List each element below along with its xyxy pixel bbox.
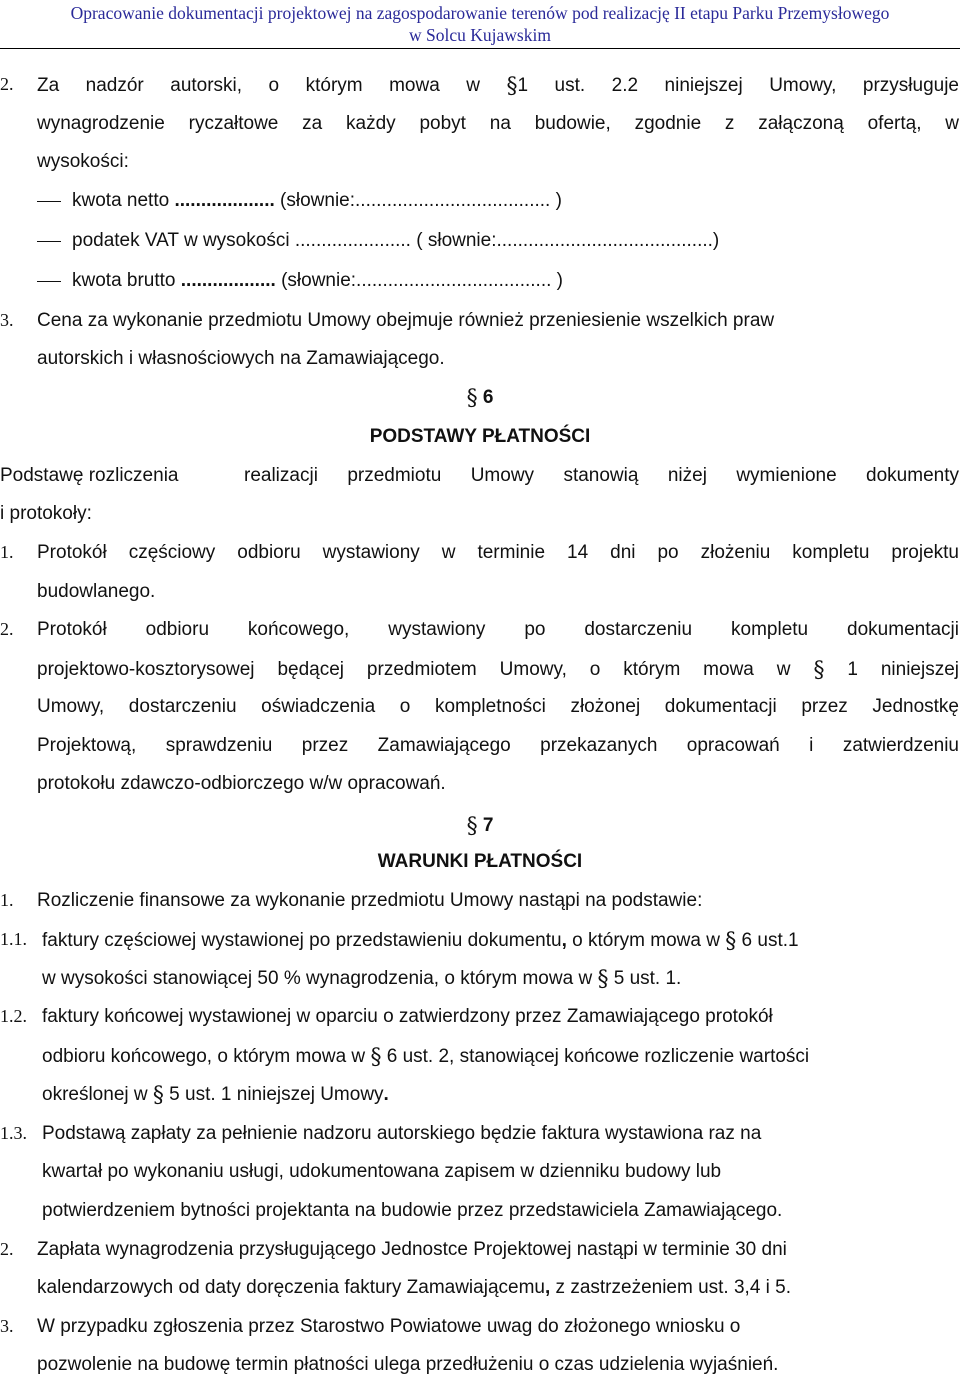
list-dash <box>37 201 61 202</box>
section-7-number: § 7 <box>466 814 494 839</box>
paragraph-line: Za nadzór autorski, o którym mowa w §1 ust. 2.2 niniejszej Umowy, przysługuje <box>37 74 959 99</box>
paragraph-number: 1.1. <box>0 929 27 949</box>
paragraph-line: protokołu zdawczo-odbiorczego w/w opracowań. <box>37 773 446 794</box>
paragraph-line: W przypadku zgłoszenia przez Starostwo Powiatowe uwag do złożonego wniosku o <box>37 1316 741 1337</box>
section-symbol: § <box>370 1045 382 1070</box>
paragraph-line: kalendarzowych od daty doręczenia faktury Zamawiającemu, z zastrzeżeniem ust. 3,4 i 5. <box>37 1277 792 1298</box>
list-dash <box>37 281 61 282</box>
paragraph-line: Protokół częściowy odbioru wystawiony w terminie 14 dni po złożeniu kompletu projektu <box>37 542 959 563</box>
section-7-title: WARUNKI PŁATNOŚCI <box>377 851 583 872</box>
paragraph-line: faktury końcowej wystawionej w oparciu o zatwierdzony przez Zamawiającego protokół <box>42 1006 773 1027</box>
paragraph-line: odbioru końcowego, o którym mowa w § 6 ust. 2, stanowiącej końcowe rozliczenie wartości <box>42 1045 810 1070</box>
paragraph-line: Projektową, sprawdzeniu przez Zamawiającego przekazanych opracowań i zatwierdzeniu <box>37 735 959 756</box>
paragraph-line: wynagrodzenie ryczałtowe za każdy pobyt na budowie, zgodnie z załączoną ofertą, w <box>37 113 959 134</box>
paragraph-line: Zapłata wynagrodzenia przysługującego Jednostce Projektowej nastąpi w terminie 30 dni <box>37 1239 787 1260</box>
paragraph-line: kwartał po wykonaniu usługi, udokumentowana zapisem w dzienniku budowy lub <box>42 1161 722 1182</box>
section-symbol: § <box>813 658 825 683</box>
document-header-line1: Opracowanie dokumentacji projektowej na zagospodarowanie terenów pod realizację II etapu Parku Przemysłowego <box>70 3 890 23</box>
section-symbol: § <box>506 74 518 99</box>
paragraph-number: 1. <box>0 542 14 562</box>
paragraph-line: autorskich i własnościowych na Zamawiającego. <box>37 348 445 369</box>
paragraph-line: Rozliczenie finansowe za wykonanie przedmiotu Umowy nastąpi na podstawie: <box>37 890 703 911</box>
paragraph-line: Umowy, dostarczeniu oświadczenia o kompletności złożonej dokumentacji przez Jednostkę <box>37 696 959 717</box>
paragraph-line: Podstawą zapłaty za pełnienie nadzoru autorskiego będzie faktura wystawiona raz na <box>42 1123 762 1144</box>
paragraph-line: budowlanego. <box>37 581 156 602</box>
paragraph-line: w wysokości stanowiącej 50 % wynagrodzenia, o którym mowa w § 5 ust. 1. <box>42 967 682 992</box>
list-item-brutto: kwota brutto .................. (słownie:..................................... ) <box>72 270 563 291</box>
paragraph-number: 2. <box>0 619 14 639</box>
paragraph-line: wysokości: <box>37 151 129 172</box>
paragraph-number: 2. <box>0 1239 14 1259</box>
paragraph-number: 1.2. <box>0 1006 27 1026</box>
intro-line-a: Podstawę rozliczenia <box>0 465 179 486</box>
paragraph-line: określonej w § 5 ust. 1 niniejszej Umowy. <box>42 1083 389 1108</box>
paragraph-number: 3. <box>0 1316 14 1336</box>
list-item-vat: podatek VAT w wysokości ...................... ( słownie:.........................................) <box>72 230 720 251</box>
header-divider <box>0 48 960 49</box>
section-symbol: § <box>152 1083 164 1108</box>
list-item-netto: kwota netto ................... (słownie:..................................... ) <box>72 190 562 211</box>
paragraph-line: projektowo-kosztorysowej będącej przedmiotem Umowy, o którym mowa w § 1 niniejszej <box>37 658 959 683</box>
section-6-title: PODSTAWY PŁATNOŚCI <box>369 426 591 447</box>
paragraph-line: potwierdzeniem bytności projektanta na budowie przez przedstawiciela Zamawiającego. <box>42 1200 783 1221</box>
document-header-line2: w Solcu Kujawskim <box>409 25 551 45</box>
paragraph-number: 2. <box>0 74 14 94</box>
paragraph-number: 1.3. <box>0 1123 27 1143</box>
paragraph-number: 3. <box>0 310 14 330</box>
intro-line: i protokoły: <box>0 503 92 524</box>
section-symbol: § <box>725 929 737 954</box>
list-dash <box>37 241 61 242</box>
intro-line-b: realizacji przedmiotu Umowy stanowią niżej wymienione dokumenty <box>244 465 959 486</box>
section-6-number: § 6 <box>466 386 494 411</box>
section-symbol: § <box>597 967 609 992</box>
paragraph-line: pozwolenie na budowę termin płatności ulega przedłużeniu o czas udzielenia wyjaśnień. <box>37 1354 779 1375</box>
paragraph-line: faktury częściowej wystawionej po przedstawieniu dokumentu, o którym mowa w § 6 ust.1 <box>42 929 799 954</box>
paragraph-number: 1. <box>0 890 14 910</box>
paragraph-line: Cena za wykonanie przedmiotu Umowy obejmuje również przeniesienie wszelkich praw <box>37 310 775 331</box>
paragraph-line: Protokół odbioru końcowego, wystawiony po dostarczeniu kompletu dokumentacji <box>37 619 959 640</box>
